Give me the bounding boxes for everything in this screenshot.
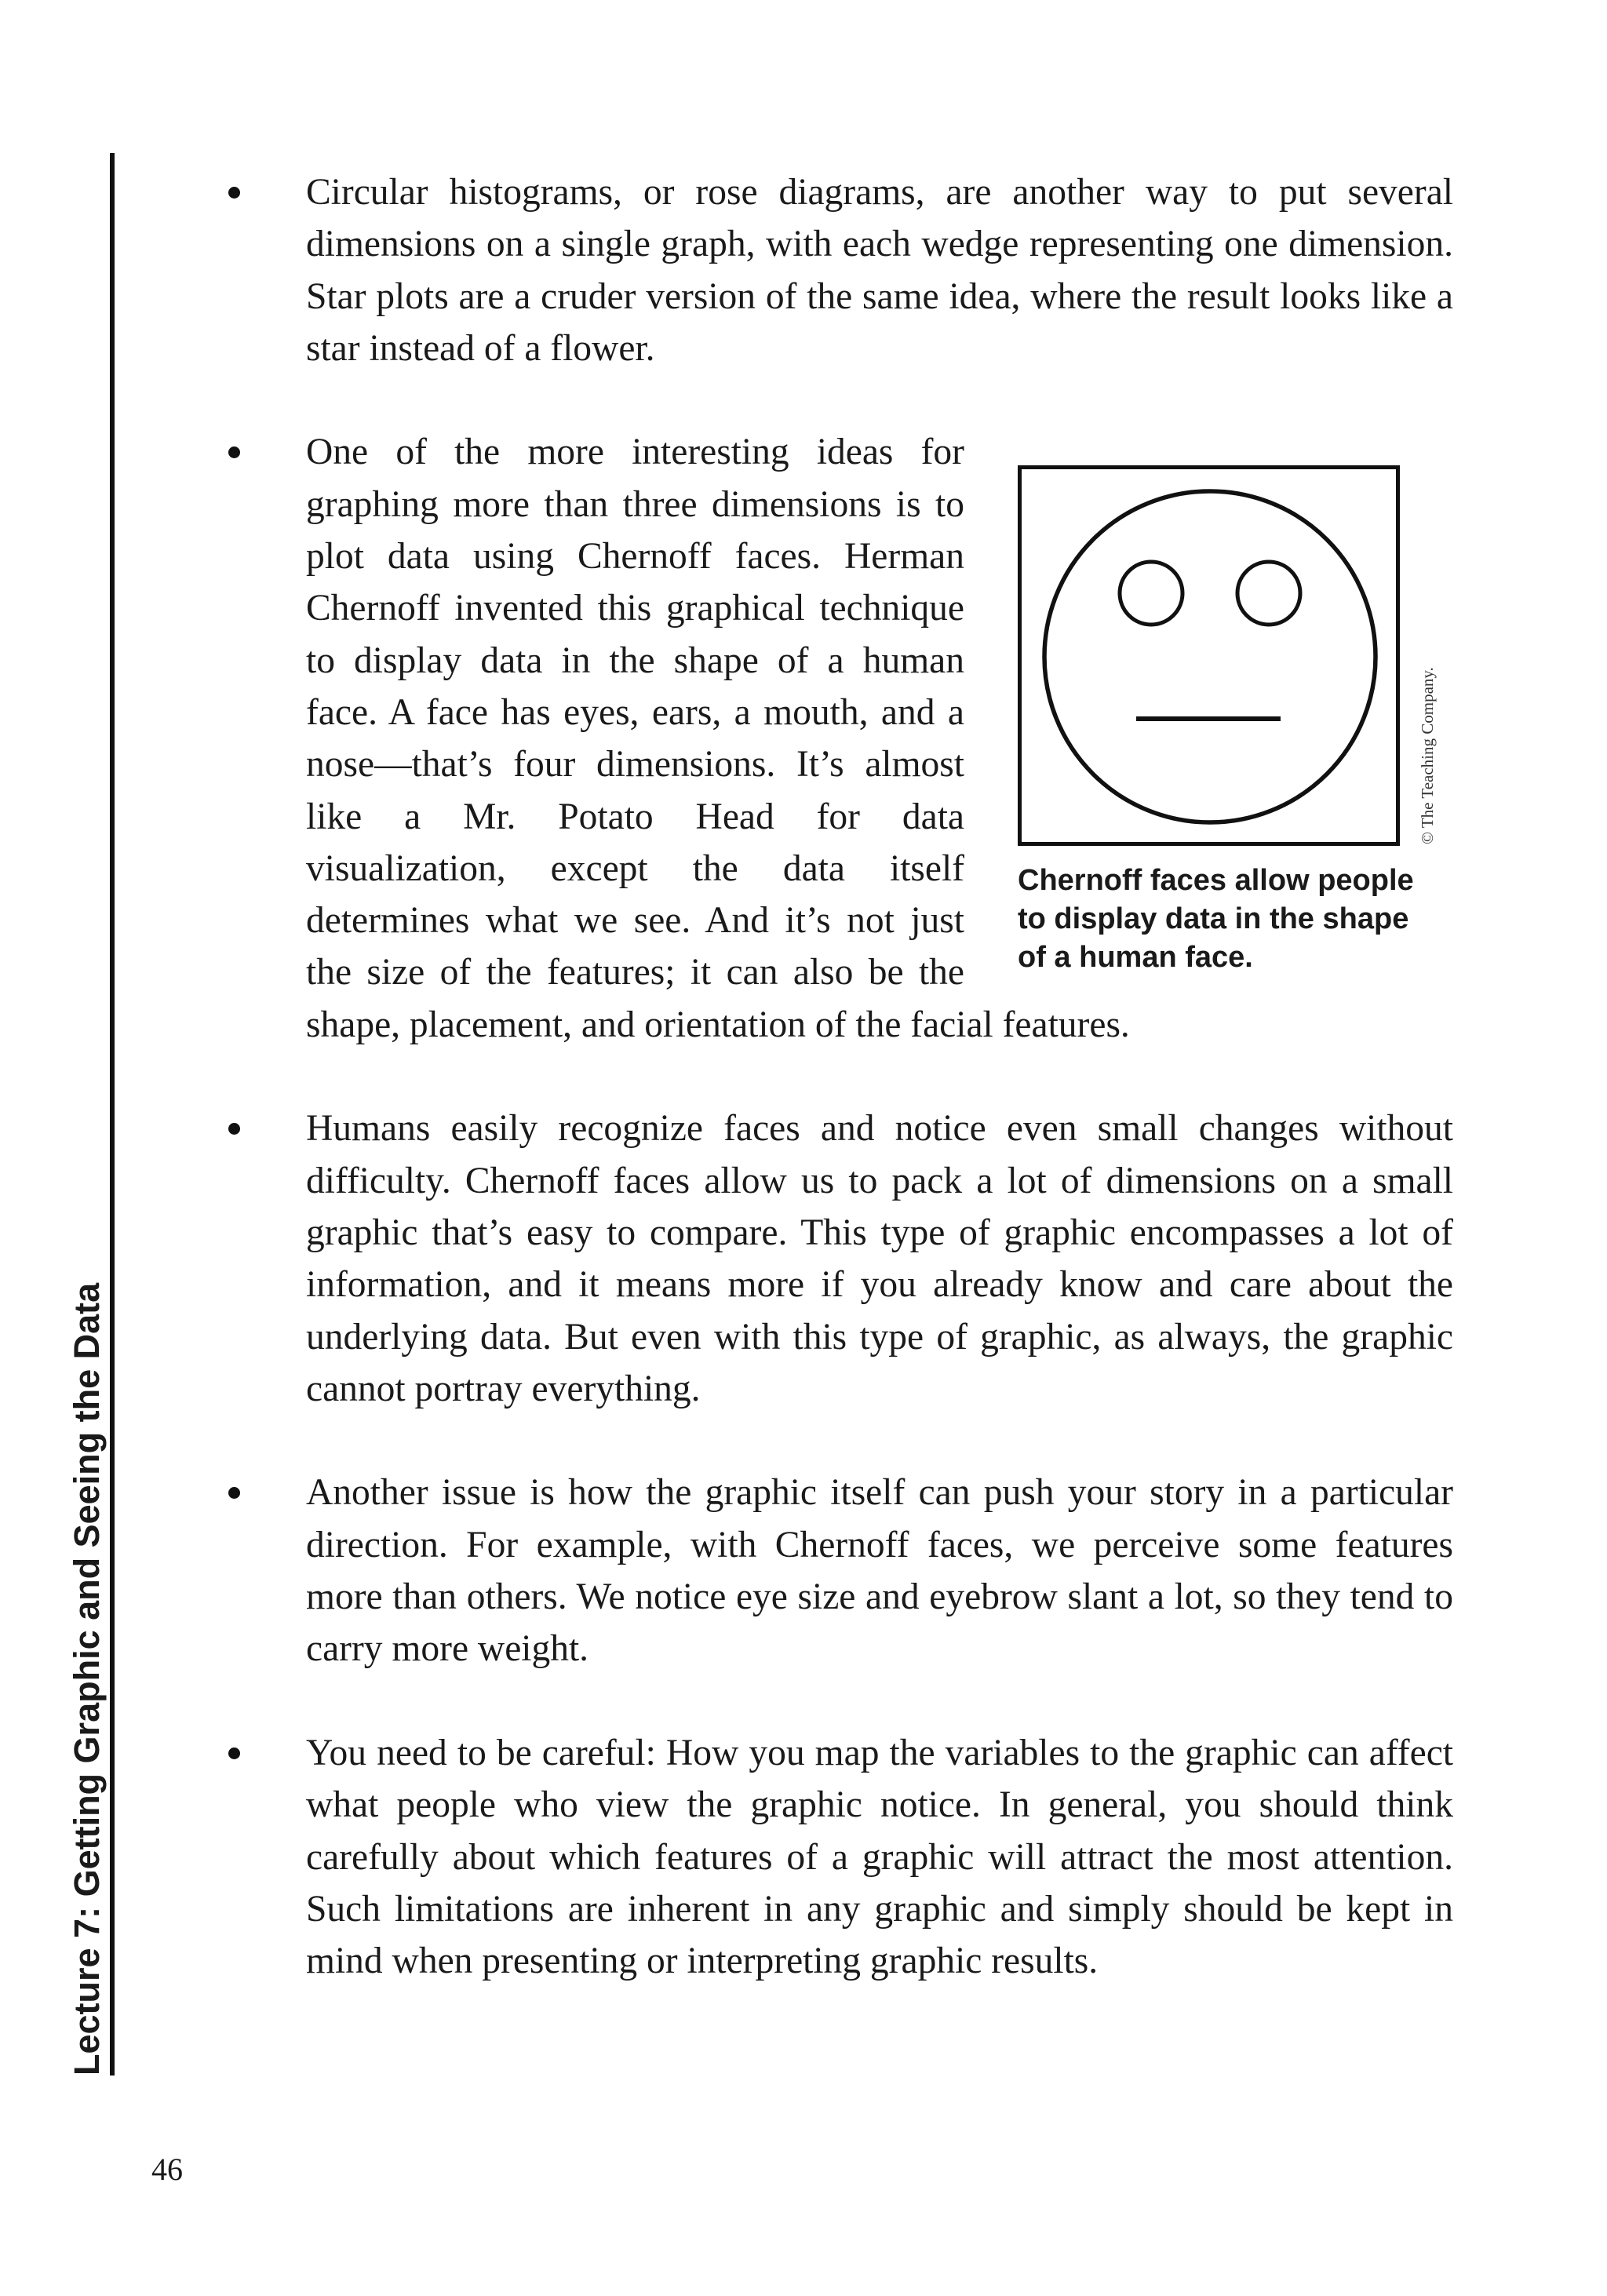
bullet-text-5: You need to be careful: How you map the variables to the graphic can affect what people who view the graphic notice. In general, you should think carefully about which features of a graphic will attract the most attention. Such limitations are inherent in any graphic and simply should be kept in mind when presenting or interpreting graphic results. bbox=[306, 1732, 1453, 1982]
bullet-item-4 bbox=[306, 1467, 1453, 1675]
chernoff-face-illustration bbox=[1022, 469, 1396, 842]
bullet-text-3: Humans easily recognize faces and notice even small changes without difficulty. Chernoff faces allow us to pack a lot of dimensions on a small graphic that’s easy to compare. This type of graphic encompasses a lot of information, and it means more if you already know and care about the underlying data. But even with this type of graphic, as always, the graphic cannot portray everything. bbox=[306, 1108, 1453, 1409]
page-number: 46 bbox=[151, 2152, 183, 2187]
chernoff-face-frame bbox=[1018, 465, 1400, 846]
left-eye bbox=[1120, 562, 1182, 625]
bullet-item-3 bbox=[306, 1102, 1453, 1415]
bullet-text-4: Another issue is how the graphic itself can push your story in a particular direction. For example, with Chernoff faces, we perceive some features more than others. We notice eye size and eyebrow slant a lot, so they tend to carry more weight. bbox=[306, 1472, 1453, 1670]
running-head: Lecture 7: Getting Graphic and Seeing the Data bbox=[67, 1282, 107, 2076]
right-eye bbox=[1237, 562, 1300, 625]
running-head-rule bbox=[110, 153, 115, 2076]
face-outline bbox=[1044, 491, 1376, 822]
main-text-column bbox=[306, 166, 1453, 1987]
bullet-item-5 bbox=[306, 1727, 1453, 1987]
figure-caption: Chernoff faces allow people to display data in the shape of a human face. bbox=[1018, 864, 1414, 975]
chernoff-face-figure bbox=[1018, 465, 1453, 977]
bullet-item-1 bbox=[306, 166, 1453, 374]
bullet-text-2: One of the more interesting ideas for graphing more than three dimensions is to plot data using Chernoff faces. Herman Chernoff invented this graphical technique to display data in the shape of a human face. A face has eyes, ears, a mouth, and a nose—that’s four dimensions. It’s almost like a Mr. Potato Head for data visualization, except the data itself determines what we see. And it’s not just the size of the features; it can also be the shape, placement, and orientation of the facial features. bbox=[306, 432, 1130, 1045]
bullet-item-2 bbox=[306, 426, 1453, 1051]
image-credit: © The Teaching Company. bbox=[1418, 667, 1437, 845]
bullet-text-1: Circular histograms, or rose diagrams, are another way to put several dimensions on a single graph, with each wedge representing one dimension. Star plots are a cruder version of the same idea, where the result looks like a star instead of a flower. bbox=[306, 172, 1453, 369]
